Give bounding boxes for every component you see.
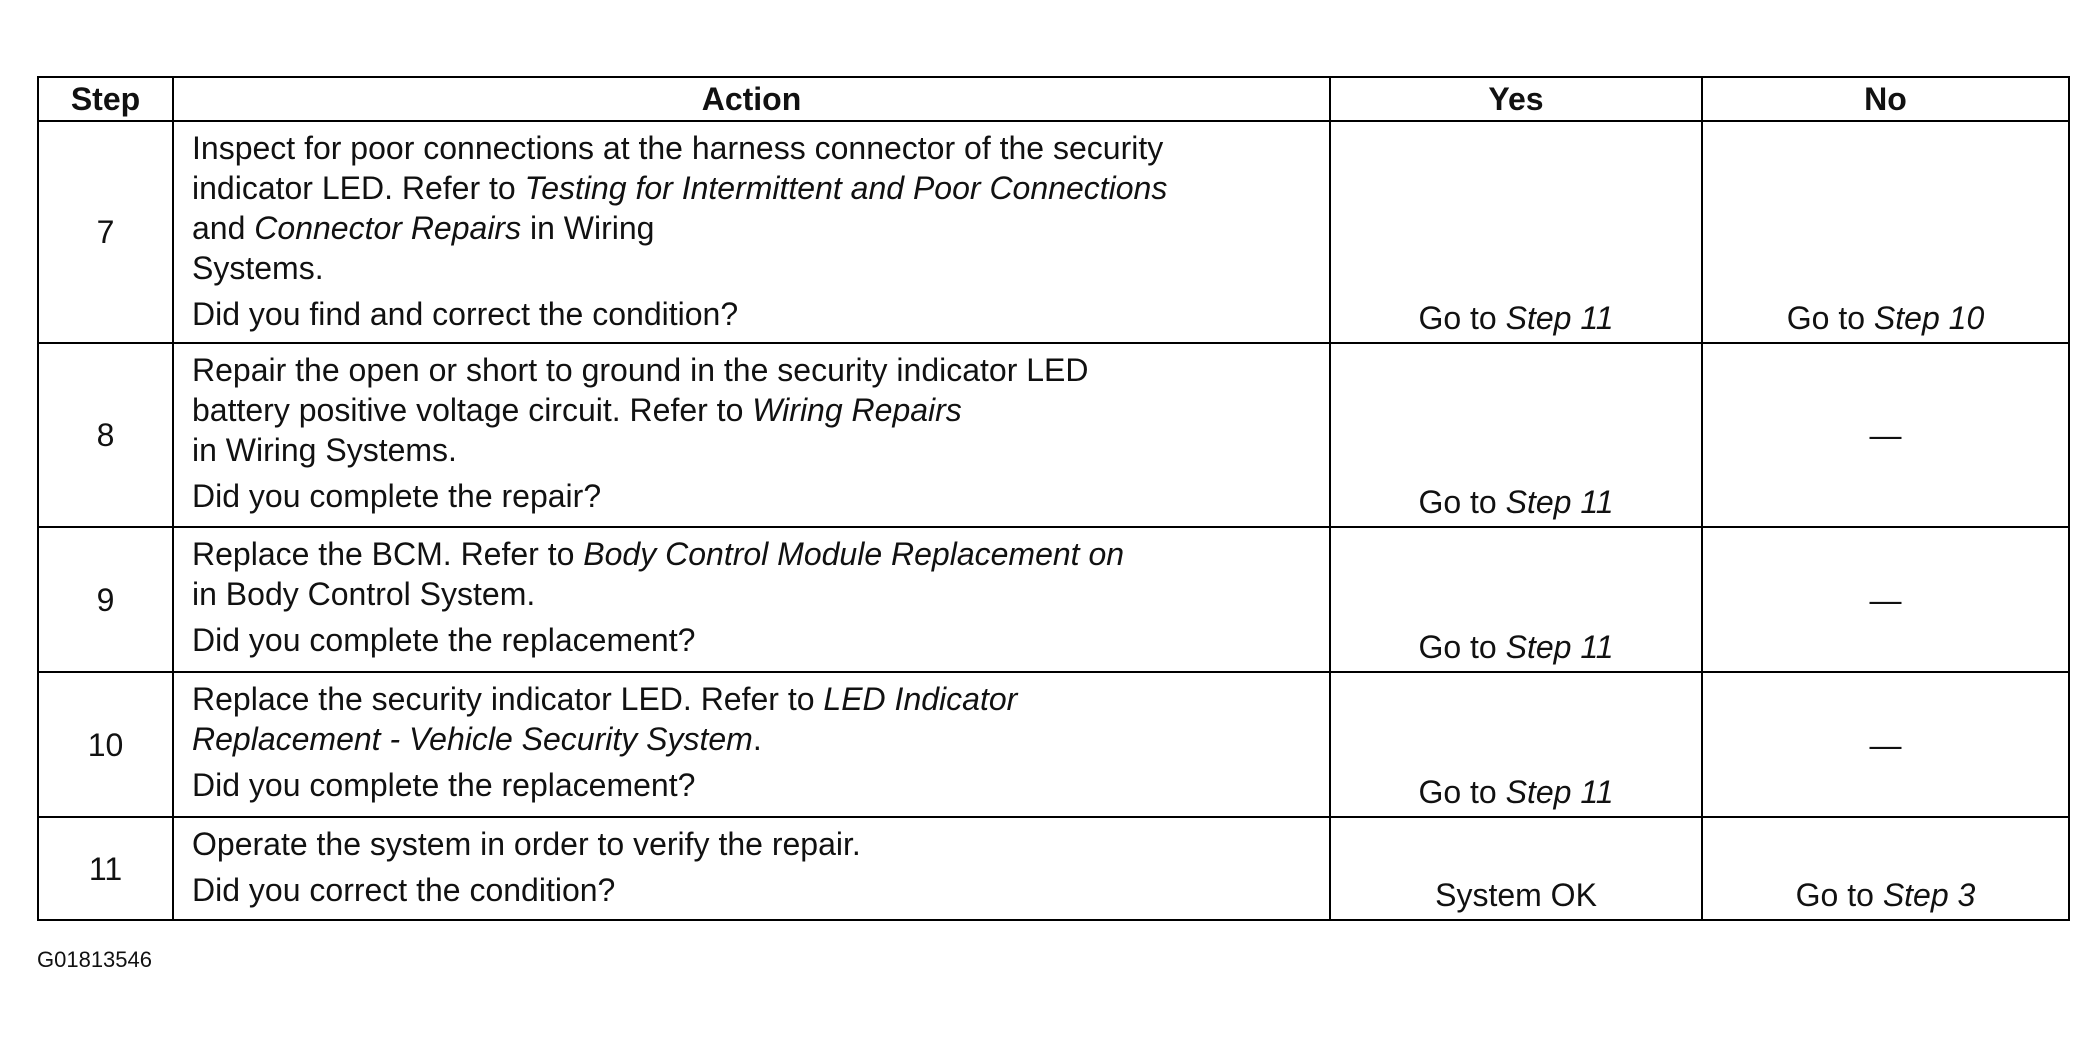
- table-row: [38, 121, 2069, 343]
- action-line: [192, 534, 1319, 574]
- reference-text: Replacement - Vehicle Security System: [192, 721, 753, 757]
- no-result: [1702, 343, 2069, 527]
- action-line: [192, 168, 1319, 208]
- table-row: [38, 672, 2069, 817]
- action-cell: [173, 672, 1330, 817]
- instruction-text: Operate the system in order to verify the repair.: [192, 826, 861, 862]
- instruction-text: .: [752, 721, 762, 757]
- action-instruction: [192, 679, 1319, 759]
- step-reference: Step 3: [1882, 877, 1976, 913]
- instruction-text: in Wiring Systems.: [192, 432, 457, 468]
- not-applicable-dash: —: [1869, 726, 1902, 763]
- instruction-text: and: [192, 210, 255, 246]
- reference-text: Testing for Intermittent and Poor Connections: [524, 170, 1168, 206]
- reference-text: Body Control Module Replacement on: [583, 536, 1125, 572]
- action-instruction: [192, 824, 1319, 864]
- step-reference: Step 11: [1505, 629, 1614, 665]
- result-text: Go to: [1786, 300, 1874, 336]
- no-result: [1702, 672, 2069, 817]
- step-number: 8: [38, 343, 173, 527]
- result-text: Go to: [1418, 484, 1506, 520]
- result-text: System OK: [1435, 877, 1597, 913]
- reference-text: LED Indicator: [823, 681, 1018, 717]
- action-question: Did you complete the replacement?: [192, 622, 696, 658]
- header-yes: Yes: [1330, 77, 1702, 121]
- header-step: Step: [38, 77, 173, 121]
- result-text: Go to: [1418, 300, 1506, 336]
- action-line: [192, 574, 1319, 614]
- no-result: [1702, 817, 2069, 920]
- result-text: Go to: [1795, 877, 1883, 913]
- reference-text: Wiring Repairs: [752, 392, 962, 428]
- yes-result: [1330, 121, 1702, 343]
- table-row: [38, 817, 2069, 920]
- not-applicable-dash: —: [1869, 581, 1902, 618]
- action-line: [192, 128, 1319, 168]
- yes-result: [1330, 343, 1702, 527]
- action-line: [192, 390, 1319, 430]
- action-line: [192, 430, 1319, 470]
- action-question: Did you complete the replacement?: [192, 767, 696, 803]
- instruction-text: Repair the open or short to ground in the security indicator LED: [192, 352, 1089, 388]
- instruction-text: Systems.: [192, 250, 324, 286]
- action-question: Did you complete the repair?: [192, 478, 602, 514]
- action-question: Did you find and correct the condition?: [192, 296, 739, 332]
- action-line: [192, 208, 1319, 248]
- header-action: Action: [173, 77, 1330, 121]
- instruction-text: in Wiring: [521, 210, 655, 246]
- table-row: [38, 343, 2069, 527]
- table-body: [38, 121, 2069, 920]
- table-header-row: [38, 77, 2069, 121]
- action-line: [192, 350, 1319, 390]
- yes-result: [1330, 672, 1702, 817]
- not-applicable-dash: —: [1869, 417, 1902, 453]
- header-no: No: [1702, 77, 2069, 121]
- instruction-text: indicator LED. Refer to: [192, 170, 525, 206]
- step-number: 10: [38, 672, 173, 817]
- diagnostic-table: [37, 76, 2070, 921]
- result-text: Go to: [1418, 629, 1506, 665]
- action-instruction: [192, 534, 1319, 614]
- step-number: 7: [38, 121, 173, 343]
- action-instruction: [192, 128, 1319, 288]
- action-question: Did you correct the condition?: [192, 872, 616, 908]
- action-line: [192, 248, 1319, 288]
- action-instruction: [192, 350, 1319, 470]
- instruction-text: battery positive voltage circuit. Refer to: [192, 392, 753, 428]
- step-reference: Step 11: [1505, 774, 1614, 810]
- action-cell: [173, 343, 1330, 527]
- action-cell: [173, 527, 1330, 672]
- instruction-text: Replace the security indicator LED. Refer to: [192, 681, 824, 717]
- instruction-text: Inspect for poor connections at the harness connector of the security: [192, 130, 1164, 166]
- instruction-text: Replace the BCM. Refer to: [192, 536, 584, 572]
- figure-id: G01813546: [37, 947, 152, 972]
- step-reference: Step 10: [1873, 300, 1985, 336]
- reference-text: Connector Repairs: [254, 210, 522, 246]
- step-number: 11: [38, 817, 173, 920]
- step-reference: Step 11: [1505, 300, 1614, 336]
- action-cell: [173, 121, 1330, 343]
- step-number: 9: [38, 527, 173, 672]
- action-line: [192, 679, 1319, 719]
- action-line: [192, 824, 1319, 864]
- no-result: [1702, 527, 2069, 672]
- no-result: [1702, 121, 2069, 343]
- table-row: [38, 527, 2069, 672]
- step-reference: Step 11: [1505, 484, 1614, 520]
- action-line: [192, 719, 1319, 759]
- yes-result: [1330, 817, 1702, 920]
- yes-result: [1330, 527, 1702, 672]
- result-text: Go to: [1418, 774, 1506, 810]
- action-cell: [173, 817, 1330, 920]
- instruction-text: in Body Control System.: [192, 576, 536, 612]
